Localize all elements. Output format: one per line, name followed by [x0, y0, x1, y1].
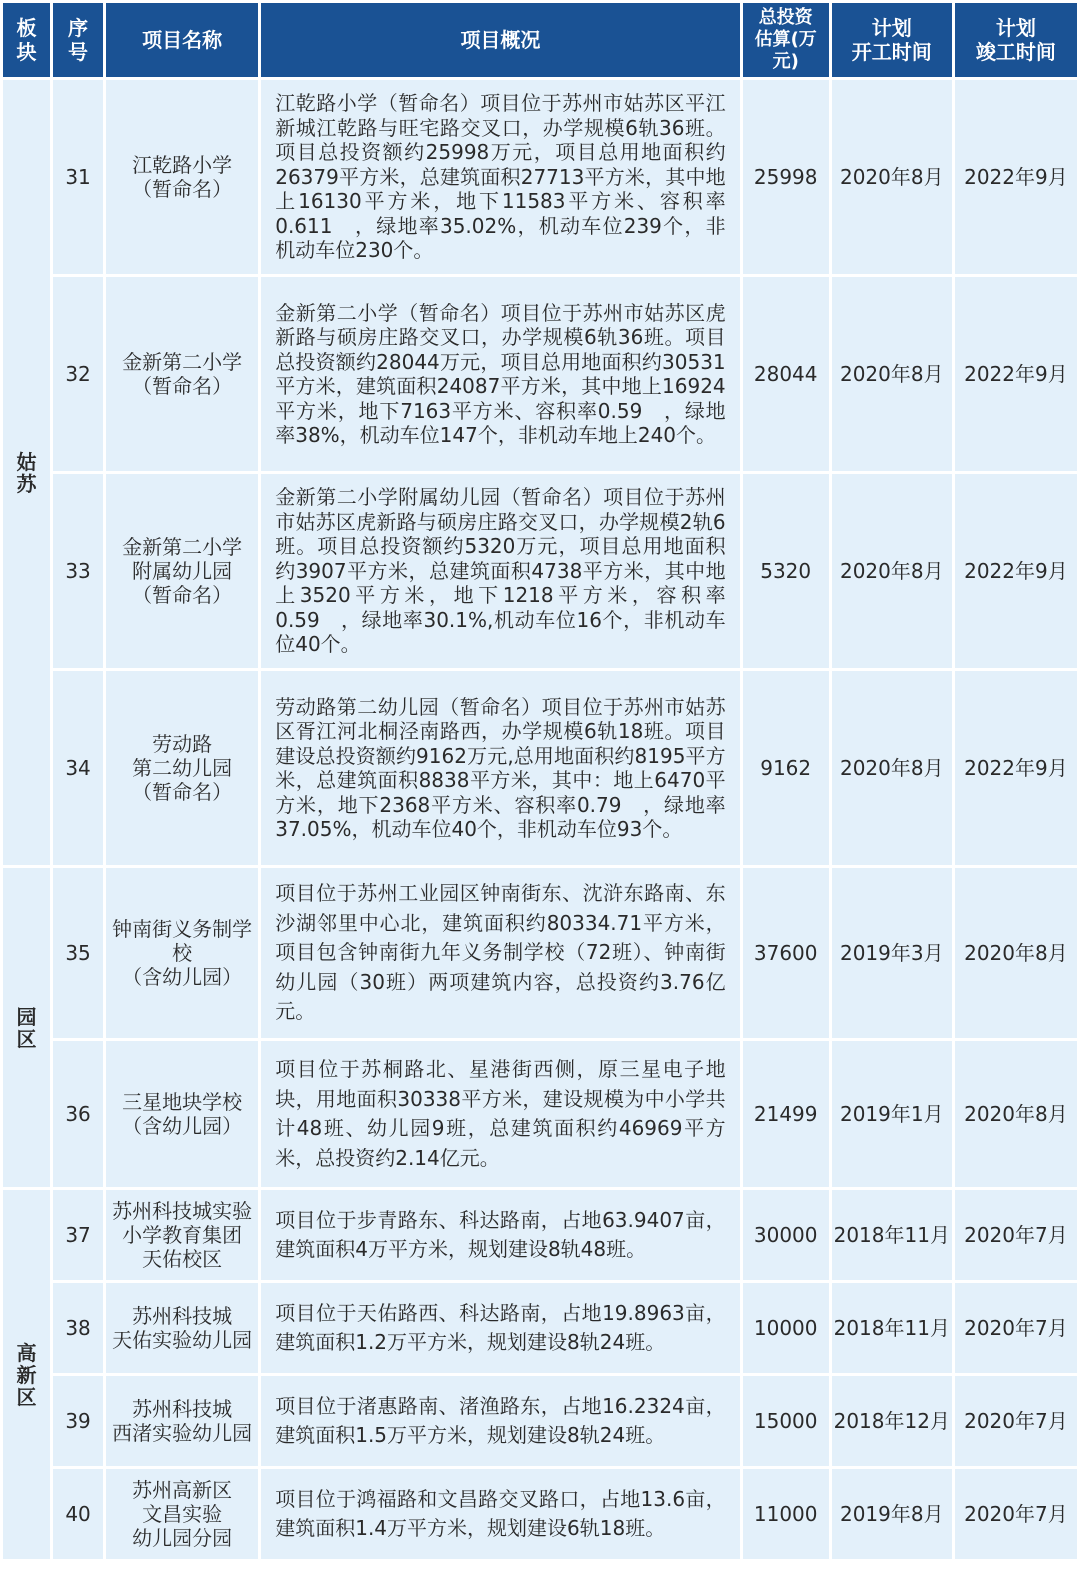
header-no-label: 序号	[68, 16, 89, 64]
row-invest: 21499	[743, 1041, 829, 1187]
header-start-line1: 计划	[871, 16, 912, 40]
row-name-text: 苏州科技城 天佑实验幼儿园	[112, 1304, 253, 1352]
header-end	[955, 3, 1077, 77]
table-row	[3, 1190, 1077, 1280]
row-invest: 5320	[743, 474, 829, 668]
row-invest: 30000	[743, 1190, 829, 1280]
row-name	[106, 868, 258, 1038]
row-no: 39	[53, 1376, 103, 1466]
header-invest	[743, 3, 829, 77]
header-invest-line1: 总投资	[758, 7, 813, 28]
row-end: 2022年9月	[955, 671, 1077, 865]
table-row	[3, 1469, 1077, 1559]
region-cell-gusu	[3, 80, 50, 865]
row-no: 40	[53, 1469, 103, 1559]
region-label: 园区	[16, 1004, 37, 1051]
row-name-text: 钟南街义务制学校 （含幼儿园）	[112, 917, 253, 989]
row-no: 36	[53, 1041, 103, 1187]
row-no: 34	[53, 671, 103, 865]
header-start	[832, 3, 952, 77]
row-end: 2020年7月	[955, 1283, 1077, 1373]
header-name: 项目名称	[106, 3, 258, 77]
row-start: 2020年8月	[832, 80, 952, 274]
row-name	[106, 1376, 258, 1466]
row-no: 31	[53, 80, 103, 274]
row-desc: 项目位于渚惠路南、渚渔路东，占地16.2324亩，建筑面积1.5万平方米，规划建设8轨24班。	[261, 1376, 739, 1466]
row-name-text: 苏州科技城实验 小学教育集团 天佑校区	[112, 1199, 253, 1271]
row-start: 2019年1月	[832, 1041, 952, 1187]
row-invest: 9162	[743, 671, 829, 865]
row-no: 32	[53, 277, 103, 471]
header-end-line1: 计划	[995, 16, 1036, 40]
table-row	[3, 1041, 1077, 1187]
row-start: 2019年8月	[832, 1469, 952, 1559]
table-row	[3, 277, 1077, 471]
region-label: 姑苏	[16, 449, 37, 496]
table-row	[3, 474, 1077, 668]
row-no: 37	[53, 1190, 103, 1280]
row-name	[106, 1041, 258, 1187]
row-end: 2020年7月	[955, 1376, 1077, 1466]
table-row	[3, 868, 1077, 1038]
row-name-text: 苏州高新区 文昌实验 幼儿园分园	[132, 1478, 233, 1550]
row-name-text: 金新第二小学 （暂命名）	[122, 350, 243, 398]
header-invest-line2: 估算(万元)	[754, 29, 817, 72]
row-end: 2022年9月	[955, 80, 1077, 274]
row-start: 2018年11月	[832, 1190, 952, 1280]
header-region	[3, 3, 50, 77]
row-end: 2020年8月	[955, 868, 1077, 1038]
row-invest: 10000	[743, 1283, 829, 1373]
header-desc: 项目概况	[261, 3, 739, 77]
header-row	[3, 3, 1077, 77]
row-invest: 37600	[743, 868, 829, 1038]
row-invest: 11000	[743, 1469, 829, 1559]
row-end: 2020年7月	[955, 1469, 1077, 1559]
row-name-text: 三星地块学校 （含幼儿园）	[122, 1090, 243, 1138]
row-desc: 项目位于鸿福路和文昌路交叉路口，占地13.6亩，建筑面积1.4万平方米，规划建设6轨18班。	[261, 1469, 739, 1559]
row-name	[106, 474, 258, 668]
row-start: 2020年8月	[832, 277, 952, 471]
row-start: 2018年12月	[832, 1376, 952, 1466]
region-cell-gaoxinqu	[3, 1190, 50, 1559]
row-desc: 金新第二小学（暂命名）项目位于苏州市姑苏区虎新路与硕房庄路交叉口，办学规模6轨36班。项目总投资额约28044万元，项目总用地面积约30531平方米，建筑面积24087平方米，其中地上16924平方米，地下7163平方米、容积率0.59 ，绿地率38%，机动车位147个，非机动车地上240个。	[261, 277, 739, 471]
row-no: 35	[53, 868, 103, 1038]
row-name	[106, 1190, 258, 1280]
row-start: 2018年11月	[832, 1283, 952, 1373]
row-name-text: 苏州科技城 西渚实验幼儿园	[112, 1397, 253, 1445]
row-start: 2020年8月	[832, 671, 952, 865]
row-start: 2019年3月	[832, 868, 952, 1038]
table-row	[3, 671, 1077, 865]
row-name	[106, 671, 258, 865]
row-desc: 项目位于天佑路西、科达路南，占地19.8963亩，建筑面积1.2万平方米，规划建设8轨24班。	[261, 1283, 739, 1373]
row-end: 2022年9月	[955, 277, 1077, 471]
header-end-line2: 竣工时间	[975, 40, 1056, 64]
table-row	[3, 1283, 1077, 1373]
row-invest: 15000	[743, 1376, 829, 1466]
region-label: 高新区	[16, 1340, 37, 1409]
row-name	[106, 1283, 258, 1373]
row-name-text: 劳动路 第二幼儿园 （暂命名）	[132, 732, 233, 804]
row-invest: 28044	[743, 277, 829, 471]
row-no: 33	[53, 474, 103, 668]
row-end: 2020年7月	[955, 1190, 1077, 1280]
table-row	[3, 80, 1077, 274]
header-region-label: 板块	[16, 16, 37, 64]
row-invest: 25998	[743, 80, 829, 274]
row-desc: 金新第二小学附属幼儿园（暂命名）项目位于苏州市姑苏区虎新路与硕房庄路交叉口，办学规模2轨6班。项目总投资额约5320万元，项目总用地面积约3907平方米，总建筑面积4738平方米，其中地上3520平方米，地下1218平方米，容积率0.59 ，绿地率30.1%,机动车位16个，非机动车位40个。	[261, 474, 739, 668]
row-name	[106, 80, 258, 274]
row-end: 2022年9月	[955, 474, 1077, 668]
row-name	[106, 1469, 258, 1559]
row-end: 2020年8月	[955, 1041, 1077, 1187]
row-name-text: 江乾路小学 （暂命名）	[132, 153, 233, 201]
row-desc: 项目位于步青路东、科达路南，占地63.9407亩，建筑面积4万平方米，规划建设8轨48班。	[261, 1190, 739, 1280]
row-name	[106, 277, 258, 471]
row-desc: 劳动路第二幼儿园（暂命名）项目位于苏州市姑苏区胥江河北桐泾南路西，办学规模6轨18班。项目建设总投资额约9162万元,总用地面积约8195平方米，总建筑面积8838平方米，其中：地上6470平方米，地下2368平方米、容积率0.79 ，绿地率37.05%，机动车位40个，非机动车位93个。	[261, 671, 739, 865]
row-name-text: 金新第二小学 附属幼儿园 （暂命名）	[122, 535, 243, 607]
region-cell-yuanqu	[3, 868, 50, 1187]
header-start-line2: 开工时间	[851, 40, 932, 64]
table-row	[3, 1376, 1077, 1466]
row-desc: 项目位于苏州工业园区钟南街东、沈浒东路南、东沙湖邻里中心北，建筑面积约80334.71平方米，项目包含钟南街九年义务制学校（72班）、钟南街幼儿园（30班）两项建筑内容，总投资约3.76亿元。	[261, 868, 739, 1038]
row-desc: 江乾路小学（暂命名）项目位于苏州市姑苏区平江新城江乾路与旺宅路交叉口，办学规模6轨36班。项目总投资额约25998万元，项目总用地面积约26379平方米，总建筑面积27713平方米，其中地上16130平方米，地下11583平方米、容积率0.611 ，绿地率35.02%，机动车位239个，非机动车位230个。	[261, 80, 739, 274]
row-desc: 项目位于苏桐路北、星港街西侧，原三星电子地块，用地面积30338平方米，建设规模为中小学共计48班、幼儿园9班，总建筑面积约46969平方米，总投资约2.14亿元。	[261, 1041, 739, 1187]
row-no: 38	[53, 1283, 103, 1373]
header-no	[53, 3, 103, 77]
row-start: 2020年8月	[832, 474, 952, 668]
